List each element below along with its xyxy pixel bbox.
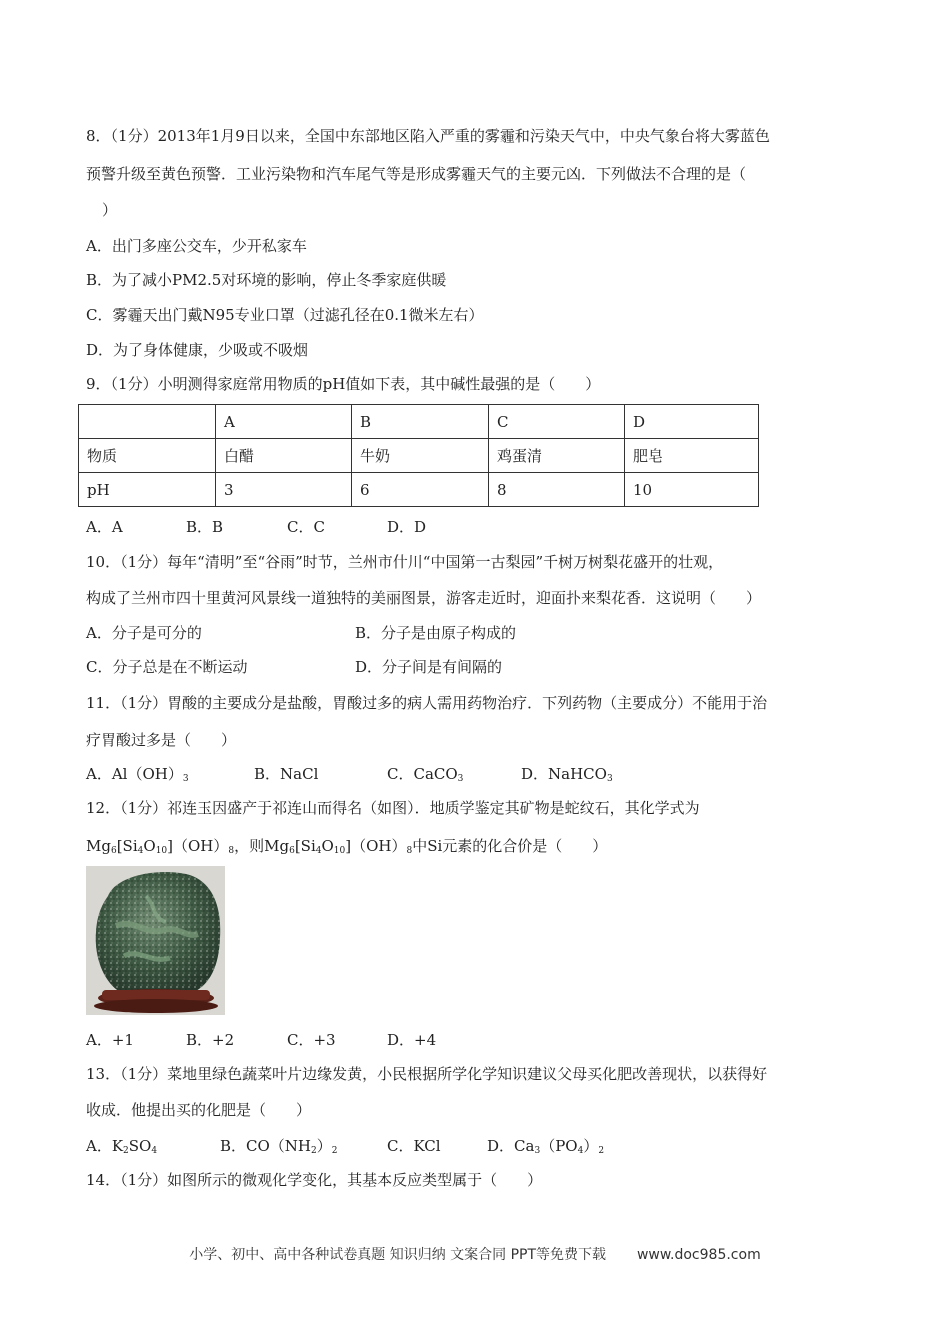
ph-table — [78, 404, 759, 507]
table-cell: 肥皂 — [625, 439, 759, 473]
q9-option-b: B．B — [186, 518, 224, 536]
footer-link[interactable]: www.doc985.com — [636, 1247, 761, 1263]
q8-stem-line3: ） — [102, 201, 118, 219]
q10-option-b: B．分子是由原子构成的 — [355, 624, 517, 642]
table-cell: A — [216, 405, 352, 439]
q13-option-b: B．$CO(NH_2)_2$ — [220, 1137, 338, 1156]
q13-stem-line2: 收成．他提出买的化肥是（ ） — [86, 1101, 312, 1119]
q9-option-a: A．A — [86, 518, 123, 536]
q10-option-a: A．分子是可分的 — [86, 624, 202, 642]
q11-option-b: B．NaCl — [254, 765, 319, 783]
table-row — [79, 439, 759, 473]
table-cell: B — [352, 405, 489, 439]
q10-option-d: D．分子间是有间隔的 — [355, 658, 503, 676]
qilian-jade-stone-image — [86, 866, 225, 1015]
table-cell: 牛奶 — [352, 439, 489, 473]
q8-stem-line2: 预警升级至黄色预警．工业污染物和汽车尾气等是形成雾霾天气的主要元凶．下列做法不合理的是（ — [86, 165, 747, 183]
q13-option-d: D．$Ca_3(PO_4)_2$ — [487, 1137, 605, 1156]
table-cell: 8 — [489, 473, 625, 507]
q11-stem-line1: 11．（1分）胃酸的主要成分是盐酸，胃酸过多的病人需用药物治疗．下列药物（主要成分）不能用于治 — [86, 694, 768, 712]
q10-option-c: C．分子总是在不断运动 — [86, 658, 248, 676]
table-cell: 3 — [216, 473, 352, 507]
q10-stem-line2: 构成了兰州市四十里黄河风景线一道独特的美丽图景，游客走近时，迎面扑来梨花香．这说明（ ） — [86, 589, 762, 607]
footer-text: 小学、初中、高中各种试卷真题 知识归纳 文案合同 PPT等免费下载 — [189, 1247, 607, 1263]
q12-formula-line: $Mg_6[Si_4O_{10}](OH)_8$，则$Mg_6[Si_4O_{10}](OH)_8$中Si元素的化合价是（ ） — [86, 837, 608, 856]
q12-stem-line1: 12．（1分）祁连玉因盛产于祁连山而得名（如图）．地质学鉴定其矿物是蛇纹石，其化学式为 — [86, 799, 700, 817]
q8-option-c: C．雾霾天出门戴N95专业口罩（过滤孔径在0.1微米左右） — [86, 306, 484, 324]
q11-option-a: A．$Al(OH)_3$ — [86, 765, 189, 784]
table-cell: D — [625, 405, 759, 439]
table-cell: 鸡蛋清 — [489, 439, 625, 473]
q9-option-c: C．C — [287, 518, 325, 536]
q11-stem-line2: 疗胃酸过多是（ ） — [86, 731, 237, 749]
jade-stone-drawing — [86, 866, 225, 1015]
q11-option-c: C．CaCO$_3$ — [387, 765, 464, 784]
q10-stem-line1: 10．（1分）每年“清明”至“谷雨”时节，兰州市什川“中国第一古梨园”千树万树梨花盛开的壮观， — [86, 553, 724, 571]
q13-stem-line1: 13．（1分）菜地里绿色蔬菜叶片边缘发黄，小民根据所学化学知识建议父母买化肥改善现状，以获得好 — [86, 1065, 768, 1083]
q9-stem: 9．（1分）小明测得家庭常用物质的pH值如下表，其中碱性最强的是（ ） — [86, 375, 601, 393]
q11-option-d: D．NaHCO$_3$ — [521, 765, 613, 784]
q8-option-a: A．出门多座公交车，少开私家车 — [86, 237, 307, 255]
q12-option-b: B．+2 — [186, 1031, 235, 1049]
q14-stem: 14．（1分）如图所示的微观化学变化，其基本反应类型属于（ ） — [86, 1171, 543, 1189]
table-cell: 白醋 — [216, 439, 352, 473]
q13-option-a: A．$K_2SO_4$ — [86, 1137, 158, 1156]
table-cell: pH — [79, 473, 216, 507]
q8-option-b: B．为了减小PM2.5对环境的影响，停止冬季家庭供暖 — [86, 271, 447, 289]
q12-option-a: A．+1 — [86, 1031, 134, 1049]
q13-option-c: C．KCl — [387, 1137, 441, 1155]
q8-option-d: D．为了身体健康，少吸或不吸烟 — [86, 341, 309, 359]
table-row — [79, 473, 759, 507]
table-cell — [79, 405, 216, 439]
q12-option-c: C．+3 — [287, 1031, 336, 1049]
q12-option-d: D．+4 — [387, 1031, 437, 1049]
table-cell: C — [489, 405, 625, 439]
table-cell: 10 — [625, 473, 759, 507]
page-footer — [0, 1244, 950, 1264]
table-cell: 6 — [352, 473, 489, 507]
q8-stem-line1: 8．（1分）2013年1月9日以来，全国中东部地区陷入严重的雾霾和污染天气中，中央气象台将大雾蓝色 — [86, 127, 770, 145]
table-cell: 物质 — [79, 439, 216, 473]
q9-option-d: D．D — [387, 518, 427, 536]
table-row — [79, 405, 759, 439]
